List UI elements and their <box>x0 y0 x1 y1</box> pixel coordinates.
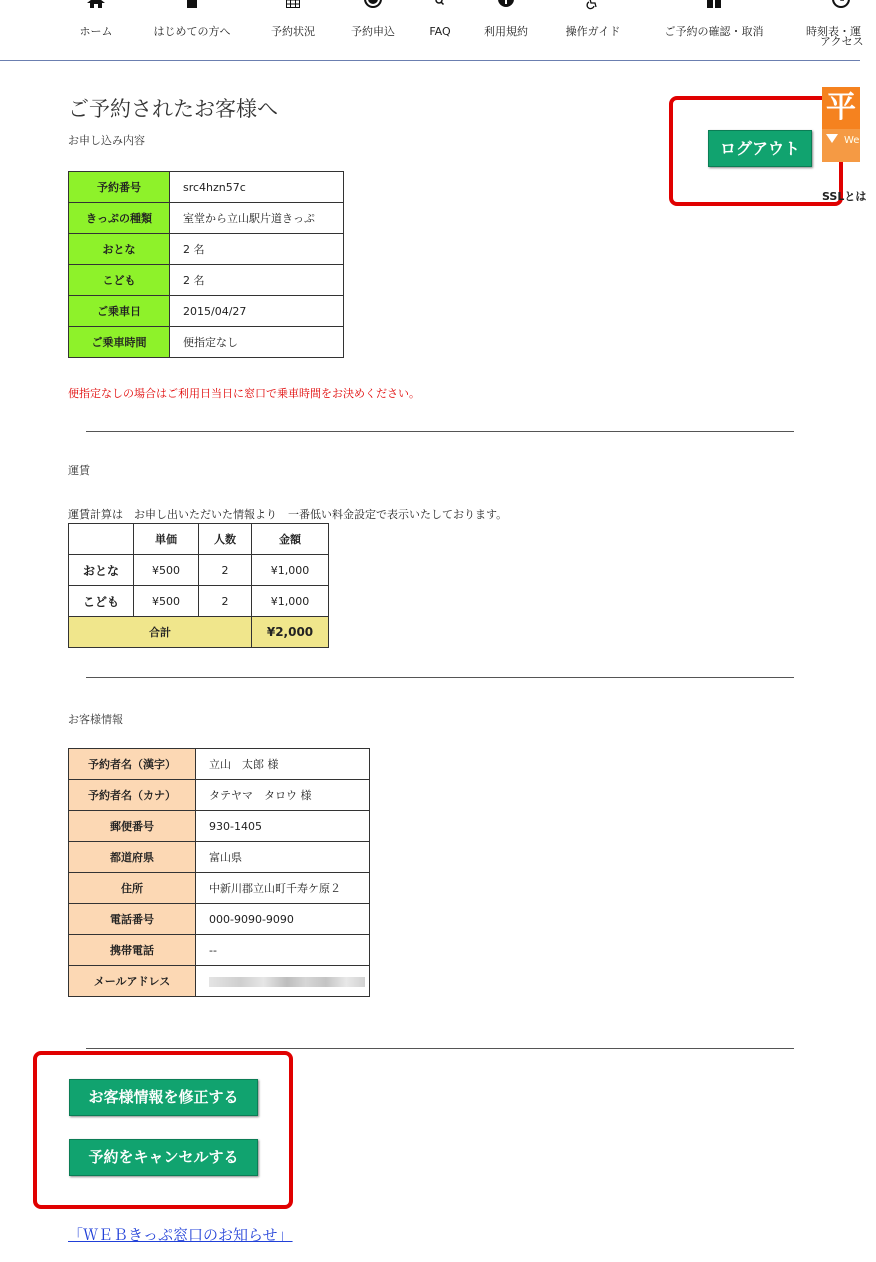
row-value: src4hzn57c <box>170 172 344 203</box>
nav-item-terms[interactable] <box>478 0 534 37</box>
table-row <box>69 172 344 203</box>
home-icon <box>74 0 118 12</box>
search-icon <box>425 0 455 12</box>
row-header: 予約者名（カナ） <box>69 780 196 811</box>
amount-cell: ¥1,000 <box>252 586 329 617</box>
row-header: 予約番号 <box>69 172 170 203</box>
nav-label: ご予約の確認・取消 <box>664 25 764 38</box>
promo-text: We <box>844 135 860 146</box>
row-value: 2 名 <box>170 234 344 265</box>
row-value: 930-1405 <box>196 811 370 842</box>
column-header <box>69 524 134 555</box>
table-row <box>69 842 370 873</box>
fare-description: 運賃計算は お申し出いただいた情報より 一番低い料金設定で表示いたしております。 <box>68 508 508 521</box>
application-details-label: お申し込み内容 <box>68 134 145 147</box>
nav-label: 予約申込 <box>351 25 395 38</box>
row-value: 富山県 <box>196 842 370 873</box>
row-header: メールアドレス <box>69 966 196 997</box>
nav-label: はじめての方へ <box>153 25 231 38</box>
row-header: ご乗車日 <box>69 296 170 327</box>
column-header: 金額 <box>252 524 329 555</box>
row-header: ご乗車時間 <box>69 327 170 358</box>
count-cell: 2 <box>199 586 252 617</box>
row-header: おとな <box>69 234 170 265</box>
customer-section-title: お客様情報 <box>68 713 123 726</box>
edit-customer-info-button[interactable]: お客様情報を修正する <box>69 1079 258 1116</box>
redacted-email <box>209 977 365 987</box>
table-row <box>69 296 344 327</box>
row-header: 住所 <box>69 873 196 904</box>
nav-item-apply[interactable] <box>346 0 400 37</box>
nav-label: 操作ガイド <box>565 25 621 38</box>
divider <box>86 1048 794 1049</box>
table-row <box>69 749 370 780</box>
row-value: 000-9090-9090 <box>196 904 370 935</box>
fare-section-title: 運賃 <box>68 464 90 477</box>
row-value: 中新川郡立山町千寿ケ原２ <box>196 873 370 904</box>
total-row <box>69 617 329 648</box>
row-value: 便指定なし <box>170 327 344 358</box>
table-row <box>69 586 329 617</box>
row-header: 都道府県 <box>69 842 196 873</box>
row-header: 携帯電話 <box>69 935 196 966</box>
info-icon <box>478 0 534 12</box>
row-value: 立山 太郎 様 <box>196 749 370 780</box>
nav-item-faq[interactable] <box>425 0 455 37</box>
table-row <box>69 327 344 358</box>
page-title: ご予約されたお客様へ <box>68 97 278 121</box>
clock-icon <box>806 0 876 12</box>
nav-item-first-time[interactable] <box>147 0 237 37</box>
row-value: -- <box>196 935 370 966</box>
column-header: 単価 <box>134 524 199 555</box>
amount-cell: ¥1,000 <box>252 555 329 586</box>
row-value: 室堂から立山駅片道きっぷ <box>170 203 344 234</box>
table-row <box>69 873 370 904</box>
row-header: こども <box>69 586 134 617</box>
table-row <box>69 265 344 296</box>
book-open-icon <box>658 0 770 12</box>
calendar-icon <box>266 0 320 12</box>
total-amount: ¥2,000 <box>252 617 329 648</box>
nav-item-confirm-cancel[interactable] <box>658 0 770 37</box>
fare-table <box>68 523 329 648</box>
email-value <box>196 966 370 997</box>
row-header: こども <box>69 265 170 296</box>
row-header: 電話番号 <box>69 904 196 935</box>
highlight-frame <box>669 96 843 206</box>
cancel-reservation-button[interactable]: 予約をキャンセルする <box>69 1139 258 1176</box>
accessibility-icon <box>560 0 626 12</box>
nav-item-timetable[interactable] <box>806 0 876 47</box>
nav-item-home[interactable] <box>74 0 118 37</box>
unit-price-cell: ¥500 <box>134 555 199 586</box>
table-row <box>69 935 370 966</box>
divider <box>86 431 794 432</box>
nav-label: 時刻表・運 <box>806 25 861 38</box>
top-navigation <box>0 0 864 61</box>
web-ticket-notice-link[interactable]: 「ＷＥＢきっぷ窓口のお知らせ」 <box>68 1226 293 1244</box>
total-label: 合計 <box>69 617 252 648</box>
table-row <box>69 811 370 842</box>
logout-button[interactable]: ログアウト <box>708 130 812 167</box>
nav-item-guide[interactable] <box>560 0 626 37</box>
nav-label: 利用規約 <box>484 25 528 38</box>
row-value: タテヤマ タロウ 様 <box>196 780 370 811</box>
table-row <box>69 780 370 811</box>
table-row <box>69 966 370 997</box>
row-value: 2015/04/27 <box>170 296 344 327</box>
nav-label: FAQ <box>429 25 451 38</box>
table-row <box>69 904 370 935</box>
column-header: 人数 <box>199 524 252 555</box>
table-row <box>69 203 344 234</box>
reservation-table <box>68 171 344 358</box>
row-value: 2 名 <box>170 265 344 296</box>
customer-table <box>68 748 370 997</box>
nav-label-line2: アクセス <box>820 35 864 48</box>
record-icon <box>346 0 400 12</box>
nav-label: 予約状況 <box>271 25 315 38</box>
divider <box>86 677 794 678</box>
nav-label: ホーム <box>79 25 113 38</box>
table-header-row <box>69 524 329 555</box>
row-header: 郵便番号 <box>69 811 196 842</box>
highlight-frame <box>33 1051 293 1209</box>
nav-item-status[interactable] <box>266 0 320 37</box>
row-header: 予約者名（漢字） <box>69 749 196 780</box>
ssl-link[interactable]: SSLとは <box>822 190 867 203</box>
unit-price-cell: ¥500 <box>134 586 199 617</box>
table-row <box>69 555 329 586</box>
promo-arrow-icon <box>826 134 838 143</box>
row-header: おとな <box>69 555 134 586</box>
table-row <box>69 234 344 265</box>
count-cell: 2 <box>199 555 252 586</box>
book-icon <box>147 0 237 12</box>
promo-banner[interactable] <box>822 87 860 162</box>
row-header: きっぷの種類 <box>69 203 170 234</box>
promo-logo: 平 <box>826 90 856 125</box>
schedule-notice: 便指定なしの場合はご利用日当日に窓口で乗車時間をお決めください。 <box>68 387 420 400</box>
